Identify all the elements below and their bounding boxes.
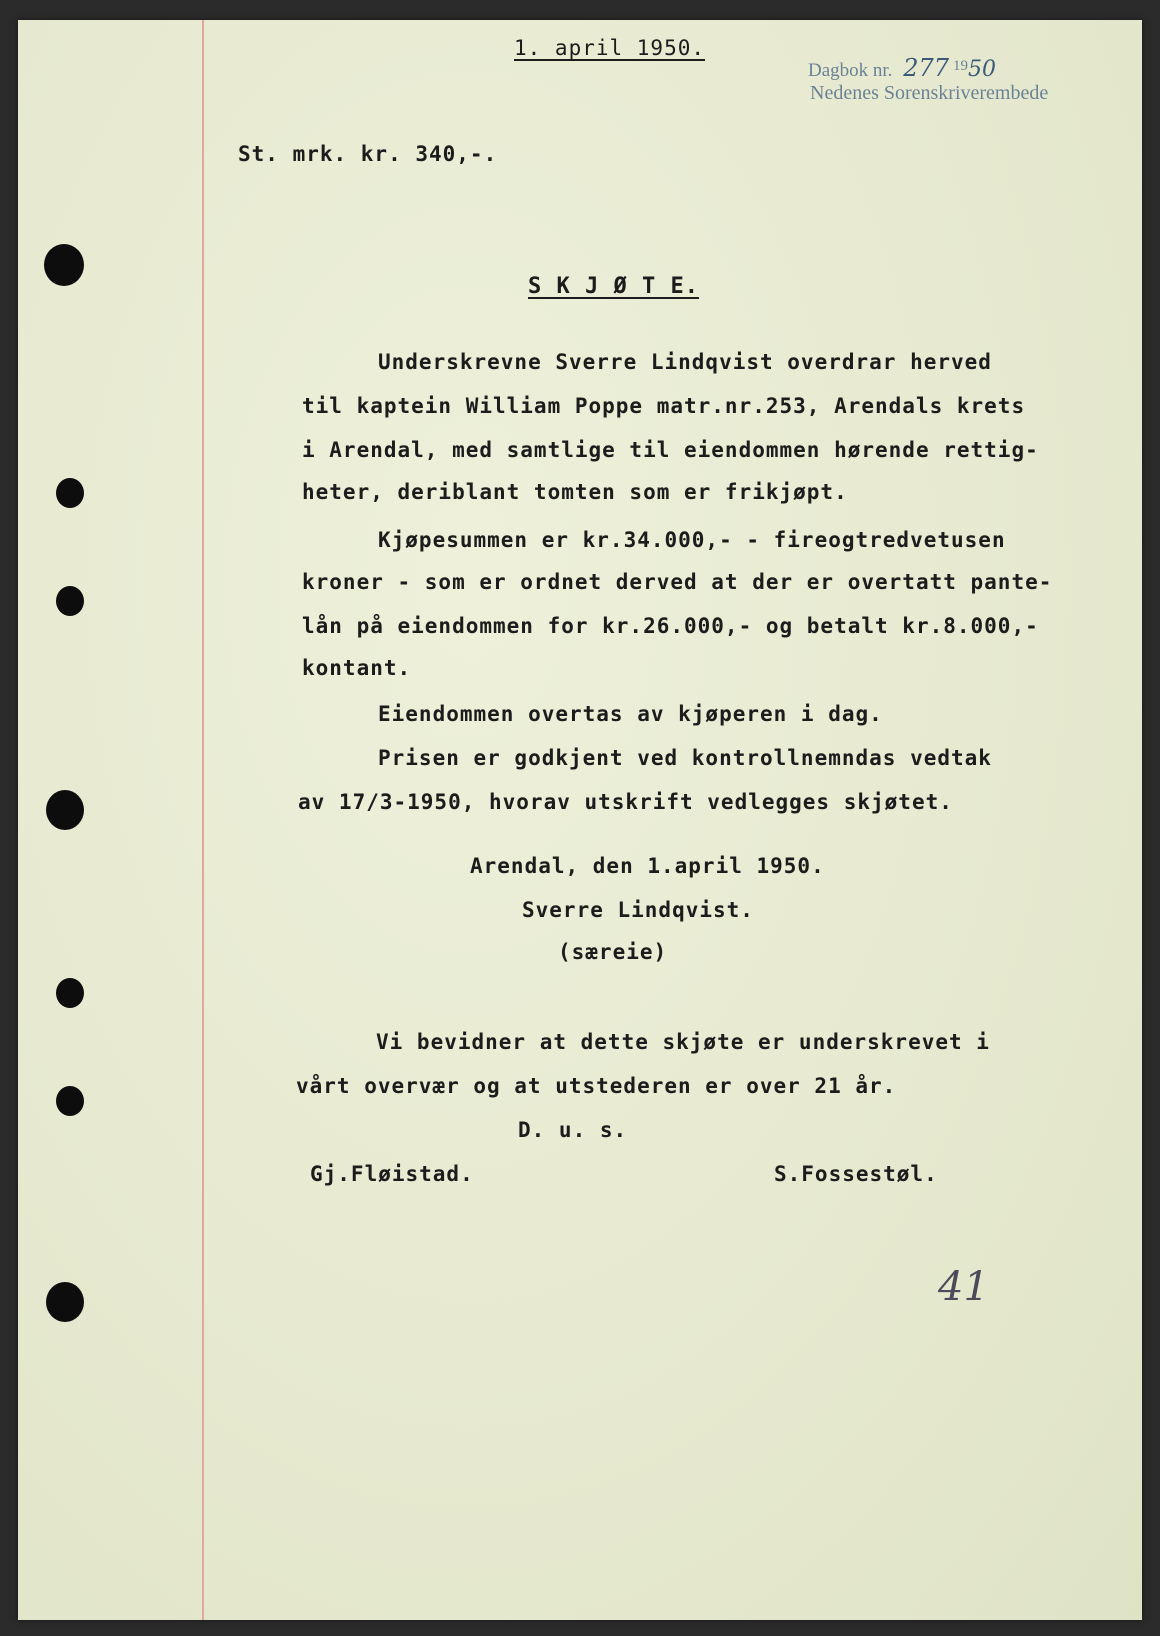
- stamp-dagbok-number: 277: [903, 54, 949, 82]
- witness-dus: D. u. s.: [518, 1118, 628, 1142]
- body-line-11: av 17/3-1950, hvorav utskrift vedlegges skjøtet.: [298, 790, 953, 814]
- margin-note: 41: [938, 1264, 989, 1310]
- witness-2-name: S.Fossestøl.: [774, 1162, 938, 1186]
- punch-hole-1: [44, 244, 84, 286]
- stamp-dagbok-label: Dagbok nr.: [808, 60, 893, 81]
- stamp-year-suffix: 50: [968, 57, 996, 82]
- stamp-year-prefix: 19: [953, 58, 968, 74]
- signature-note: (særeie): [558, 940, 668, 964]
- registry-stamp: [808, 54, 996, 82]
- body-line-4: heter, deriblant tomten som er frikjøpt.: [302, 480, 848, 504]
- punch-hole-4: [46, 790, 84, 830]
- body-line-5: Kjøpesummen er kr.34.000,- - fireogtredvetusen: [378, 528, 1006, 552]
- margin-line: [202, 20, 204, 1620]
- document-title: S K J Ø T E.: [528, 274, 699, 299]
- body-line-2: til kaptein William Poppe matr.nr.253, Arendals krets: [302, 394, 1026, 418]
- body-line-6: kroner - som er ordnet derved at der er overtatt pante-: [302, 570, 1053, 594]
- stamp-fee: St. mrk. kr. 340,-.: [238, 142, 498, 166]
- witness-line-1: Vi bevidner at dette skjøte er underskrevet i: [376, 1030, 990, 1054]
- punch-hole-3: [56, 586, 84, 616]
- punch-hole-2: [56, 478, 84, 508]
- body-line-3: i Arendal, med samtlige til eiendommen hørende rettig-: [302, 438, 1039, 462]
- document-page: [18, 20, 1142, 1620]
- body-line-7: lån på eiendommen for kr.26.000,- og betalt kr.8.000,-: [302, 614, 1039, 638]
- body-line-9: Eiendommen overtas av kjøperen i dag.: [378, 702, 883, 726]
- signature-name: Sverre Lindqvist.: [522, 898, 754, 922]
- body-line-8: kontant.: [302, 656, 412, 680]
- witness-1-name: Gj.Fløistad.: [310, 1162, 474, 1186]
- punch-hole-6: [56, 1086, 84, 1116]
- signature-place-date: Arendal, den 1.april 1950.: [470, 854, 825, 878]
- punch-hole-5: [56, 978, 84, 1008]
- body-line-1: Underskrevne Sverre Lindqvist overdrar herved: [378, 350, 992, 374]
- witness-line-2: vårt overvær og at utstederen er over 21 år.: [296, 1074, 897, 1098]
- stamp-office: Nedenes Sorenskriverembede: [810, 82, 1049, 104]
- body-line-10: Prisen er godkjent ved kontrollnemndas vedtak: [378, 746, 992, 770]
- document-date: 1. april 1950.: [514, 36, 706, 60]
- punch-hole-7: [46, 1282, 84, 1322]
